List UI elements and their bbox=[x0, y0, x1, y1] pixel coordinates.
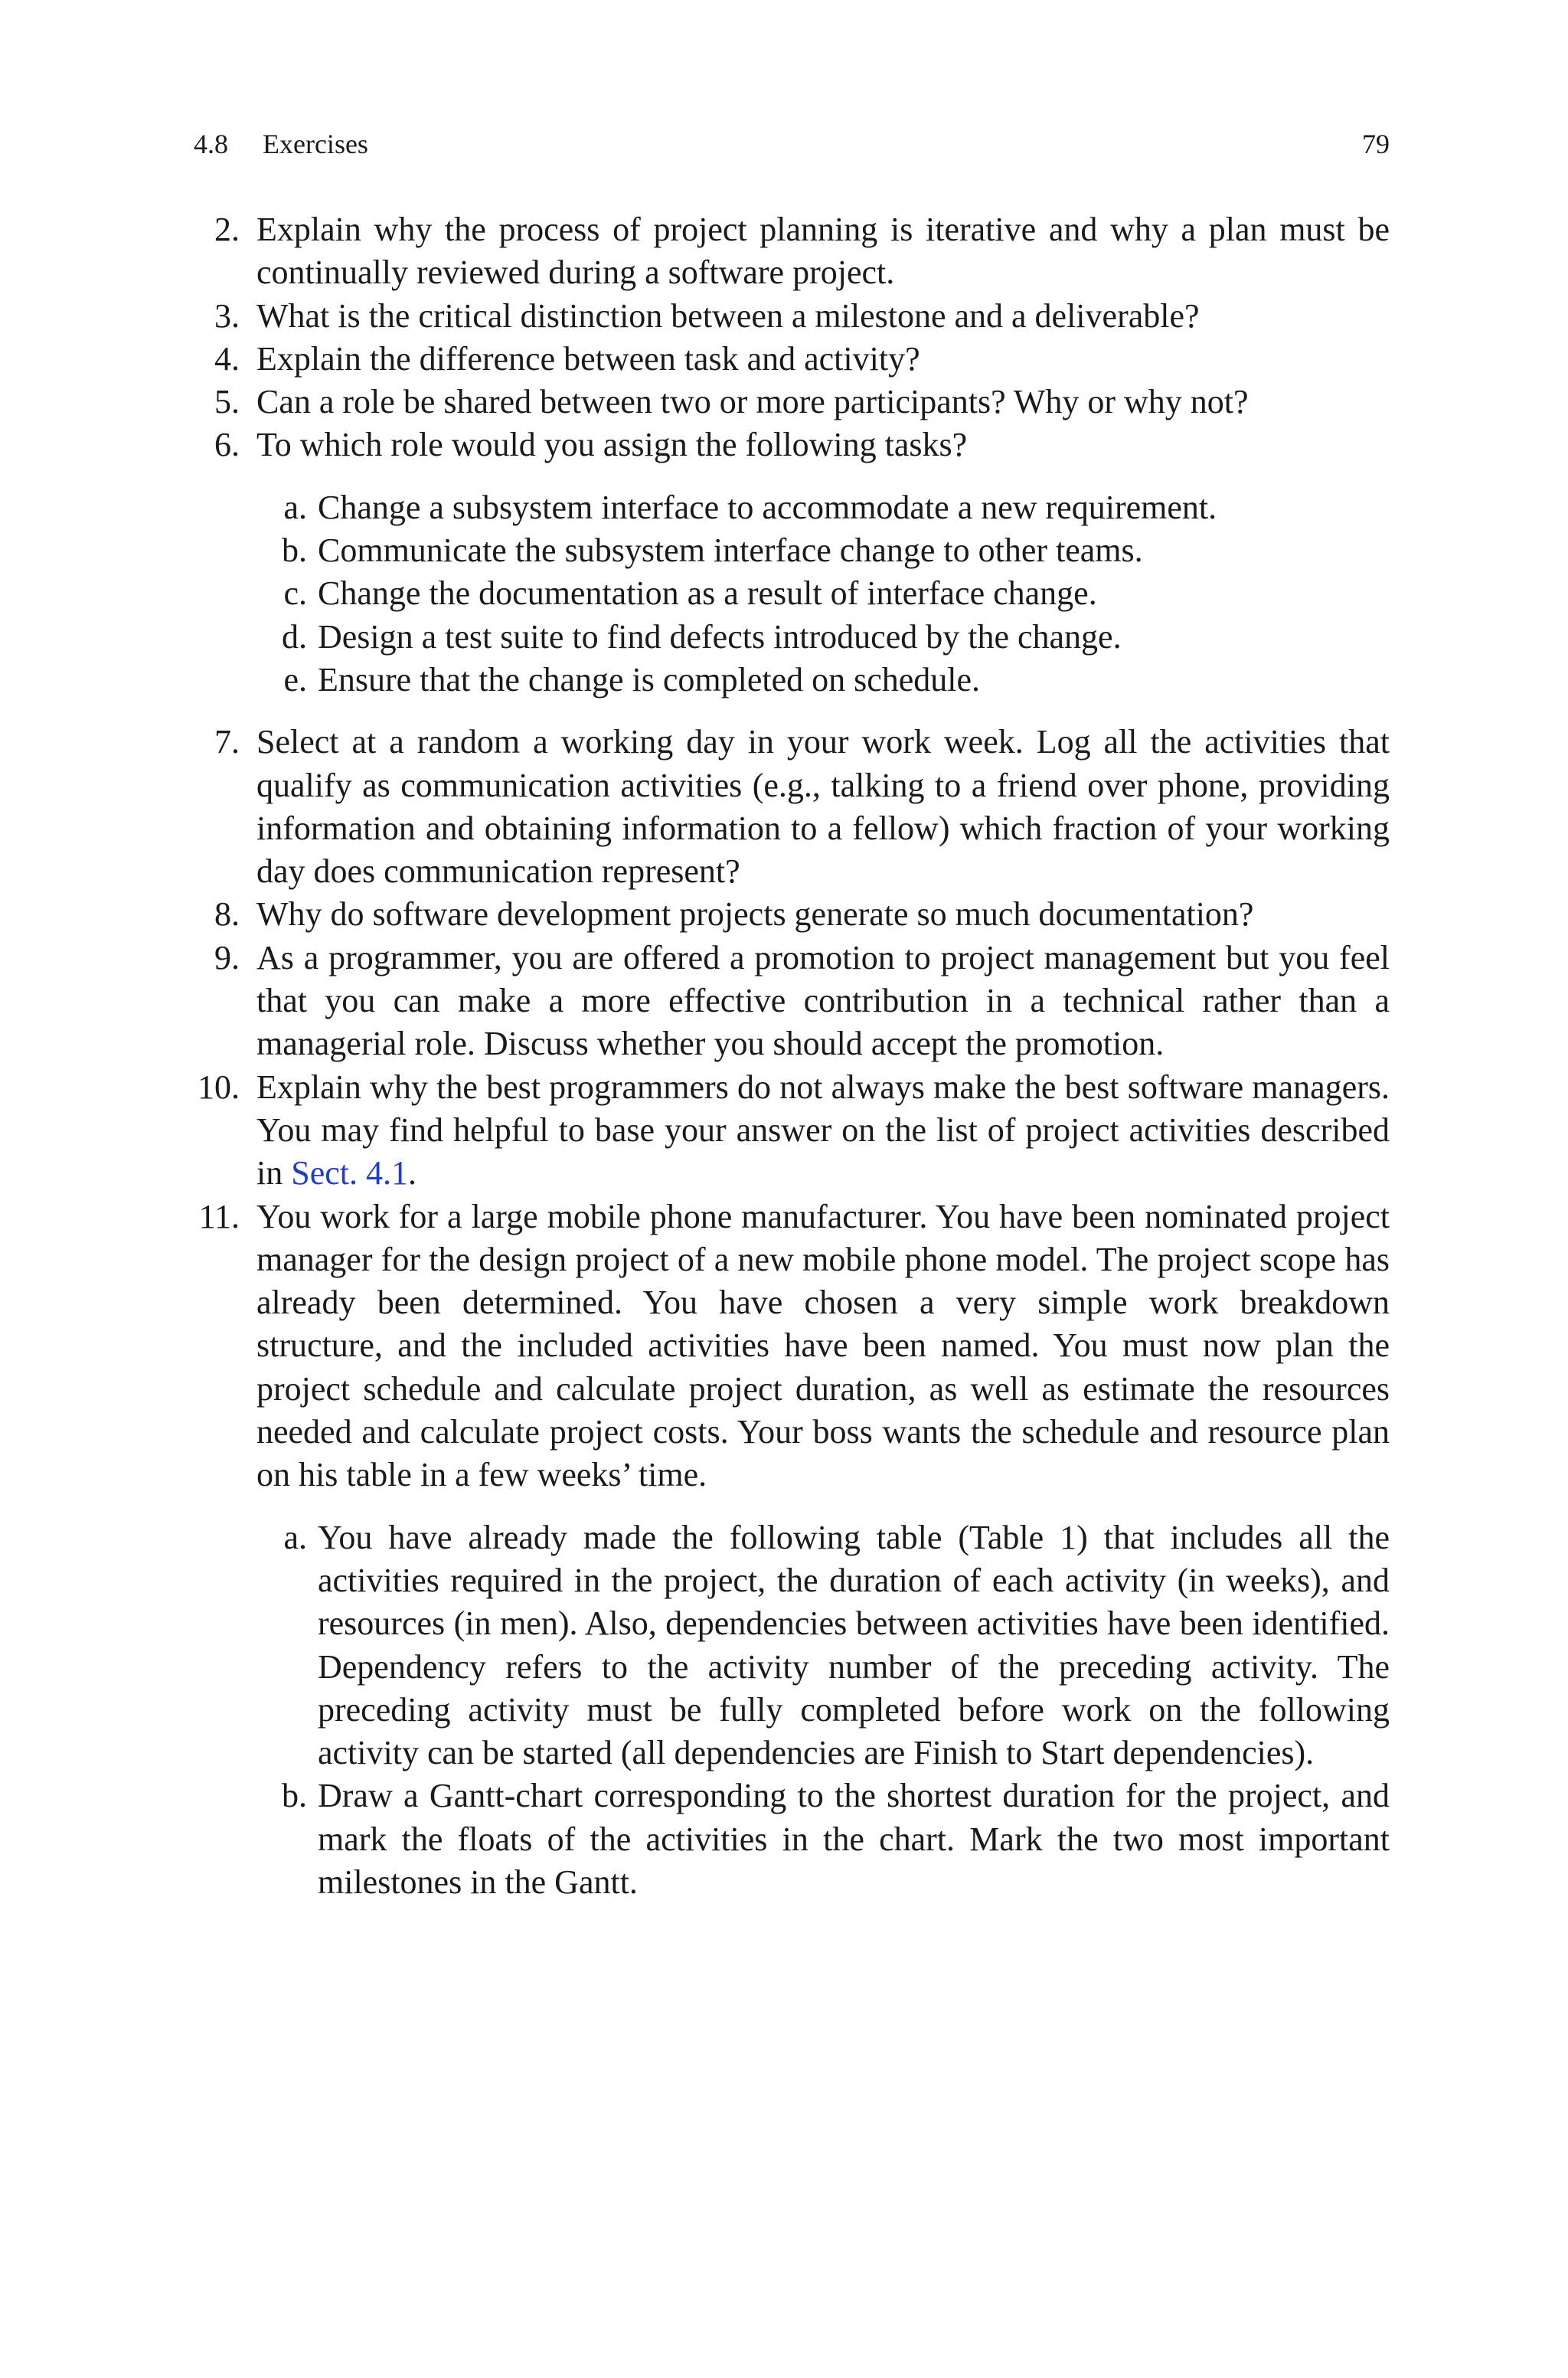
sub-item-text: Ensure that the change is completed on schedule. bbox=[318, 660, 981, 698]
item-number: 8. bbox=[214, 895, 240, 934]
exercise-item bbox=[194, 208, 1390, 295]
item-number: 9. bbox=[214, 938, 240, 976]
running-header bbox=[194, 126, 1390, 162]
page-number: 79 bbox=[1362, 129, 1390, 159]
sub-item bbox=[194, 616, 1390, 659]
sub-item-letter: a. bbox=[283, 1518, 307, 1556]
sub-item-text: Communicate the subsystem interface change to other teams. bbox=[318, 532, 1143, 570]
exercise-item bbox=[194, 1066, 1390, 1196]
sub-item-letter: e. bbox=[283, 660, 307, 698]
sub-list-6 bbox=[194, 486, 1390, 702]
item-number: 2. bbox=[214, 211, 240, 248]
exercise-item bbox=[194, 937, 1390, 1066]
item-number: 7. bbox=[214, 723, 240, 761]
item-text: Why do software development projects generate so much documentation? bbox=[256, 895, 1254, 934]
sub-item bbox=[194, 529, 1390, 572]
sub-list-11 bbox=[194, 1516, 1390, 1905]
item-number: 6. bbox=[214, 426, 240, 464]
item-number: 10. bbox=[198, 1068, 240, 1106]
section-number: 4.8 bbox=[194, 129, 228, 159]
item-number: 3. bbox=[214, 296, 240, 335]
exercise-list bbox=[194, 208, 1390, 1904]
sub-item bbox=[194, 486, 1390, 529]
item-text: Explain the difference between task and activity? bbox=[256, 339, 920, 378]
exercise-item bbox=[194, 338, 1390, 381]
sub-item-letter: d. bbox=[282, 617, 307, 656]
section-title: Exercises bbox=[263, 129, 368, 159]
item-number: 4. bbox=[214, 339, 240, 378]
section-link[interactable]: Sect. 4.1 bbox=[291, 1154, 408, 1192]
sub-item bbox=[194, 572, 1390, 615]
sub-item-text: Design a test suite to find defects introduced by the change. bbox=[318, 617, 1122, 656]
sub-item-text: Change the documentation as a result of interface change. bbox=[318, 574, 1097, 613]
sub-item-letter: a. bbox=[283, 488, 307, 526]
item-text: Select at a random a working day in your work week. Log all the activities that qualify as communication activities (e.g., talking to a friend over phone, providing information and obtaining information to a fellow) which fraction of your working day does communication represent? bbox=[256, 723, 1390, 891]
exercise-item bbox=[194, 721, 1390, 893]
item-text: Explain why the process of project planning is iterative and why a plan must be continually reviewed during a software project. bbox=[256, 211, 1390, 292]
item-text: As a programmer, you are offered a promotion to project management but you feel that you can make a more effective contribution in a technical rather than a managerial role. Discuss whether you should accept the promotion. bbox=[256, 938, 1390, 1063]
sub-item-letter: b. bbox=[282, 1777, 307, 1815]
item-text: What is the critical distinction between a milestone and a deliverable? bbox=[256, 296, 1200, 335]
sub-item-text: Draw a Gantt-chart corresponding to the shortest duration for the project, and mark the floats of the activities in the chart. Mark the two most important milestones in the Gantt. bbox=[318, 1777, 1390, 1901]
item-number: 5. bbox=[214, 383, 240, 421]
item-text: Explain why the best programmers do not always make the best software managers. You may find helpful to base your answer on the list of project activities described in bbox=[256, 1068, 1390, 1192]
exercise-item bbox=[194, 424, 1390, 466]
exercise-item bbox=[194, 1196, 1390, 1497]
exercise-item bbox=[194, 381, 1390, 424]
item-text-end: . bbox=[408, 1154, 416, 1192]
item-text: You work for a large mobile phone manufacturer. You have been nominated project manager for the design project of a new mobile phone model. The project scope has already been determined. You have chosen a very simple work breakdown structure, and the included activities have been named. You must now plan the project schedule and calculate project duration, as well as estimate the resources needed and calculate project costs. Your boss wants the schedule and resource plan on his table in a few weeks’ time. bbox=[256, 1197, 1390, 1494]
item-number: 11. bbox=[198, 1197, 240, 1235]
sub-item bbox=[194, 1516, 1390, 1775]
exercise-item bbox=[194, 295, 1390, 338]
item-text: To which role would you assign the following tasks? bbox=[256, 426, 968, 464]
sub-item-letter: c. bbox=[283, 574, 307, 613]
sub-item-text: Change a subsystem interface to accommodate a new requirement. bbox=[318, 488, 1217, 526]
sub-item-letter: b. bbox=[282, 532, 307, 570]
exercise-item bbox=[194, 893, 1390, 936]
sub-item-text: You have already made the following table (Table 1) that includes all the activities required in the project, the duration of each activity (in weeks), and resources (in men). Also, dependencies between activities have been identified. Dependency refers to the activity number of the preceding activity. The preceding activity must be fully completed before work on the following activity can be started (all dependencies are Finish to Start dependencies). bbox=[318, 1518, 1390, 1772]
sub-item bbox=[194, 659, 1390, 702]
item-text: Can a role be shared between two or more participants? Why or why not? bbox=[256, 383, 1249, 421]
sub-item bbox=[194, 1775, 1390, 1904]
